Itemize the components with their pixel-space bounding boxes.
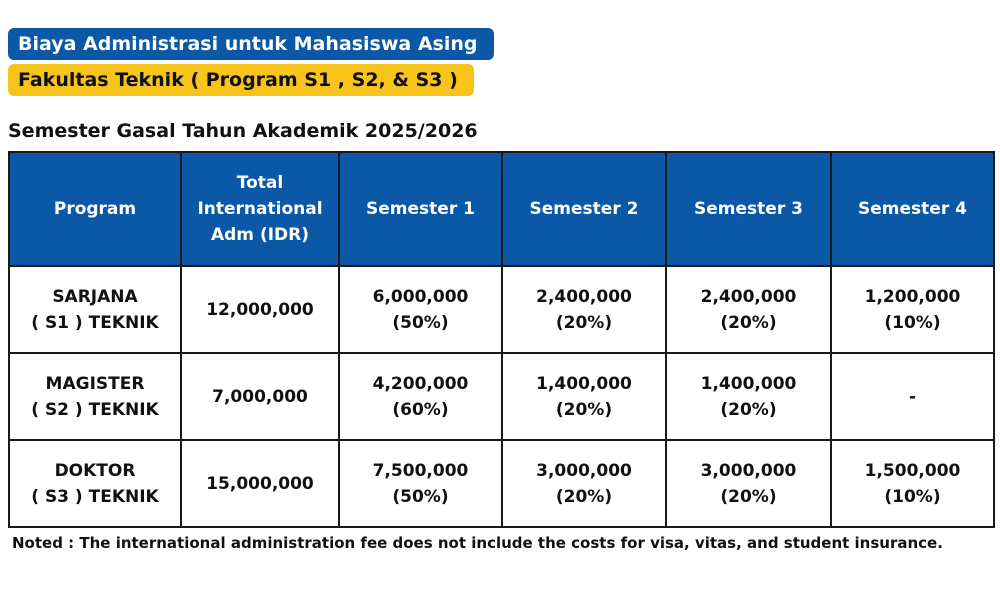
column-header-semester-2: Semester 2 — [502, 152, 666, 266]
semester-4-cell — [831, 440, 994, 527]
semester-percent: (20%) — [720, 399, 777, 420]
column-header-program: Program — [9, 152, 181, 266]
semester-amount: 1,200,000 — [864, 286, 961, 307]
semester-percent: (20%) — [555, 312, 613, 333]
table-row — [9, 353, 994, 440]
semester-2-cell — [502, 353, 666, 440]
semester-amount: 2,400,000 — [536, 286, 632, 307]
program-degree: ( S3 ) TEKNIK — [31, 486, 159, 507]
semester-3-cell — [666, 266, 831, 353]
semester-1-cell — [339, 353, 502, 440]
semester-percent: (60%) — [392, 399, 449, 420]
semester-percent: (20%) — [720, 312, 777, 333]
semester-amount: 1,500,000 — [864, 460, 961, 481]
total-cell: 12,000,000 — [181, 266, 339, 353]
fee-table — [8, 151, 995, 528]
semester-3-cell — [666, 440, 831, 527]
semester-4-cell — [831, 266, 994, 353]
semester-1-cell — [339, 266, 502, 353]
semester-2-cell — [502, 266, 666, 353]
semester-3-cell — [666, 353, 831, 440]
program-cell — [9, 440, 181, 527]
column-header-total: Total International Adm (IDR) — [181, 152, 339, 266]
program-degree: ( S2 ) TEKNIK — [31, 399, 159, 420]
semester-amount: 4,200,000 — [372, 373, 469, 394]
semester-1-cell — [339, 440, 502, 527]
total-cell: 15,000,000 — [181, 440, 339, 527]
program-name: DOKTOR — [54, 460, 136, 481]
semester-subtitle: Semester Gasal Tahun Akademik 2025/2026 — [8, 120, 478, 142]
semester-percent: (10%) — [884, 312, 941, 333]
total-cell: 7,000,000 — [181, 353, 339, 440]
semester-amount: 2,400,000 — [700, 286, 797, 307]
faculty-badge: Fakultas Teknik ( Program S1 , S2, & S3 ) — [8, 64, 474, 96]
semester-4-cell: - — [831, 353, 994, 440]
semester-percent: (50%) — [392, 486, 449, 507]
semester-percent: (50%) — [392, 312, 449, 333]
table-row — [9, 440, 994, 527]
column-header-semester-4: Semester 4 — [831, 152, 994, 266]
column-header-semester-3: Semester 3 — [666, 152, 831, 266]
semester-percent: (10%) — [884, 486, 941, 507]
table-header-row — [9, 152, 994, 266]
semester-amount: 3,000,000 — [536, 460, 632, 481]
program-cell — [9, 266, 181, 353]
semester-percent: (20%) — [555, 486, 613, 507]
table-row — [9, 266, 994, 353]
program-name: MAGISTER — [45, 373, 145, 394]
program-name: SARJANA — [52, 286, 138, 307]
semester-amount: 3,000,000 — [700, 460, 797, 481]
semester-amount: 6,000,000 — [372, 286, 469, 307]
semester-amount: 1,400,000 — [700, 373, 797, 394]
program-cell — [9, 353, 181, 440]
program-degree: ( S1 ) TEKNIK — [31, 312, 159, 333]
semester-2-cell — [502, 440, 666, 527]
title-badge: Biaya Administrasi untuk Mahasiswa Asing — [8, 28, 494, 60]
semester-amount: 1,400,000 — [536, 373, 632, 394]
semester-percent: (20%) — [555, 399, 613, 420]
semester-percent: (20%) — [720, 486, 777, 507]
semester-amount: 7,500,000 — [372, 460, 469, 481]
column-header-semester-1: Semester 1 — [339, 152, 502, 266]
footnote: Noted : The international administration fee does not include the costs for visa, vitas, and student insurance. — [12, 534, 943, 552]
